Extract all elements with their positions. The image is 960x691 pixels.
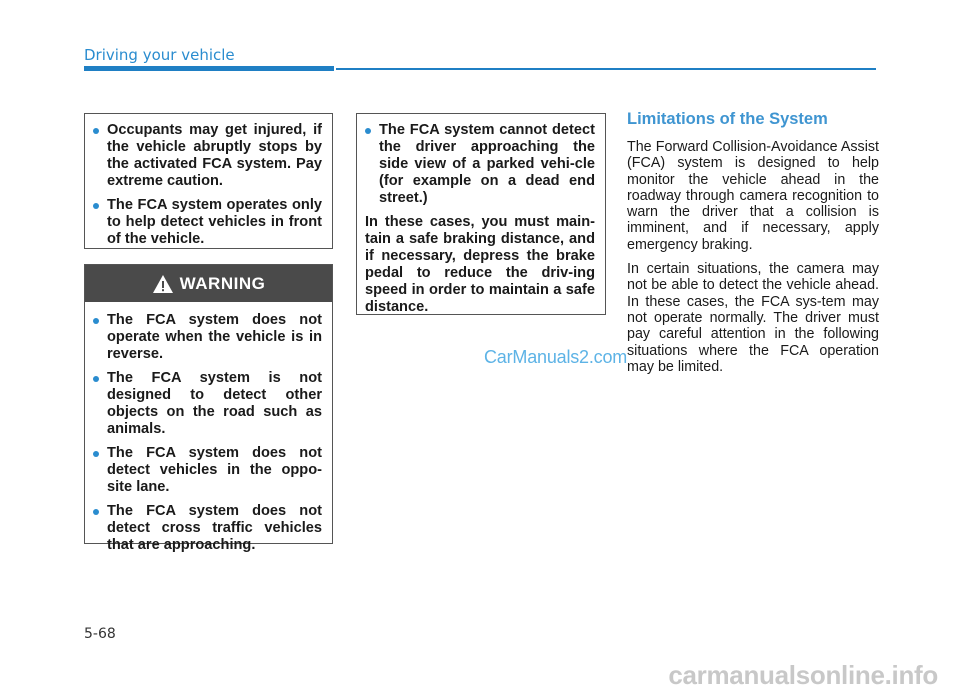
watermark-footer: carmanualsonline.info — [668, 660, 938, 690]
warning-item: The FCA system is not designed to detect other objects on the road such as animals. — [87, 370, 322, 438]
limitations-paragraph: The Forward Collision-Avoidance Assist (FCA) system is designed to help monitor the vehicle ahead in the roadway through camera recognition to warn the driver that a collision is imminent, and if necessary, apply emergency braking. — [627, 139, 879, 253]
caution-note: In these cases, you must main-tain a safe braking distance, and if necessary, depress the brake pedal to reduce the driv-ing speed in order to maintain a safe distance. — [365, 214, 595, 315]
page-number: 5-68 — [84, 626, 116, 642]
warning-item: The FCA system does not detect vehicles in the oppo-site lane. — [87, 445, 322, 496]
warning-box — [84, 264, 333, 553]
header-bar-thin — [336, 68, 876, 70]
limitations-paragraph: In certain situations, the camera may not be able to detect the vehicle ahead. In these cases, the FCA sys-tem may not operate normally. The driver must pay careful attention in the following situations where the FCA operation may be limited. — [627, 261, 879, 375]
header-bar-thick — [84, 66, 334, 71]
caution-item: The FCA system cannot detect the driver approaching the side view of a parked vehi-cle (for example on a dead end street.) — [365, 122, 595, 207]
section-header: Driving your vehicle — [84, 46, 235, 64]
limitations-heading: Limitations of the System — [627, 110, 828, 128]
warning-header — [85, 265, 332, 302]
warning-item: The FCA system does not operate when the vehicle is in reverse. — [87, 312, 322, 363]
watermark-logo: CarManuals2.com — [484, 347, 628, 367]
caution-item: The FCA system operates only to help detect vehicles in front of the vehicle. — [87, 197, 322, 248]
warning-triangle-icon — [152, 274, 174, 294]
caution-box-continued — [356, 113, 606, 315]
caution-box — [84, 113, 333, 249]
warning-title: WARNING — [179, 274, 266, 293]
caution-item: Occupants may get injured, if the vehicle abruptly stops by the activated FCA system. Pay extreme caution. — [87, 122, 322, 190]
warning-item: The FCA system does not detect cross traffic vehicles that are approaching. — [87, 503, 322, 554]
limitations-section — [627, 110, 879, 383]
